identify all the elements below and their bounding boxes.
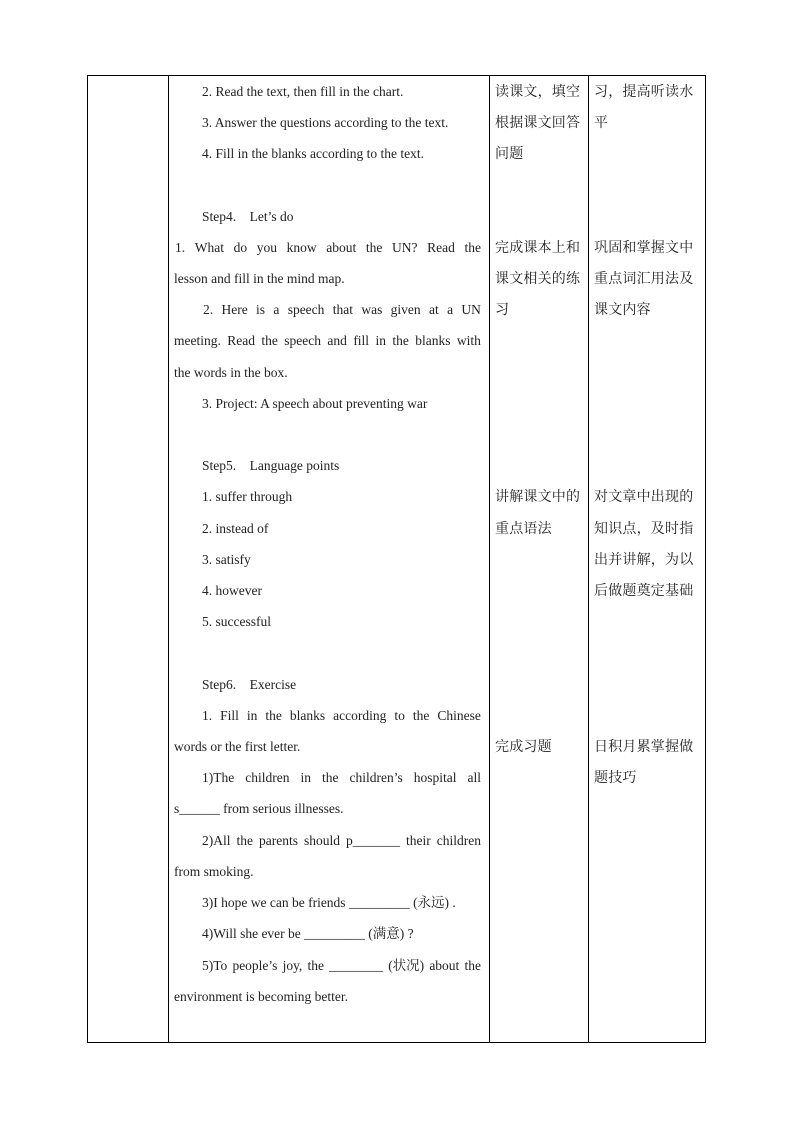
word: you: [256, 240, 277, 255]
word: 2.: [203, 302, 214, 317]
word: (状况): [388, 958, 425, 973]
word: blanks: [415, 333, 451, 348]
activity-line: 问题: [495, 146, 524, 162]
activity-line: 重点语法: [495, 521, 552, 537]
word: Chinese: [437, 708, 481, 723]
word: and: [327, 333, 347, 348]
word: 1)The: [202, 770, 235, 785]
text-line: 3. Answer the questions according to the text.: [202, 115, 449, 130]
text-line: the words in the box.: [174, 365, 288, 380]
purpose-line: 重点词汇用法及: [594, 271, 694, 287]
purpose-line: 后做题奠定基础: [594, 583, 694, 599]
word: a: [447, 302, 454, 317]
column-divider: [489, 76, 490, 1042]
word: with: [456, 333, 481, 348]
word: is: [256, 302, 266, 317]
word: Read: [227, 333, 256, 348]
word: 2)All: [202, 833, 231, 848]
column-divider: [168, 76, 169, 1042]
text-line-justified: [202, 832, 481, 850]
text-line: 3. Project: A speech about preventing war: [202, 396, 428, 411]
activity-line: 讲解课文中的: [495, 489, 581, 505]
text-line: environment is becoming better.: [174, 989, 348, 1004]
activity-line: 完成习题: [495, 739, 552, 755]
purpose-line: 题技巧: [594, 770, 637, 786]
text-line: 3. satisfy: [202, 552, 251, 567]
word: ________: [329, 958, 384, 973]
word: 1.: [202, 708, 213, 723]
text-line: from smoking.: [174, 864, 254, 879]
word: speech: [284, 333, 322, 348]
text-line: lesson and fill in the mind map.: [174, 271, 345, 286]
step-heading: Step4. Let’s do: [202, 209, 294, 224]
word: What: [194, 240, 224, 255]
text-line: 4. however: [202, 583, 262, 598]
word: the: [236, 833, 253, 848]
purpose-line: 习，提高听读水: [594, 84, 694, 100]
activity-line: 完成课本上和: [495, 240, 581, 256]
word: hospital: [413, 770, 457, 785]
purpose-line: 对文章中出现的: [594, 489, 694, 505]
word: in: [246, 708, 258, 723]
word: 1.: [175, 240, 186, 255]
text-line: 3)I hope we can be friends _________ (永远) .: [202, 895, 456, 910]
word: 5)To: [202, 958, 228, 973]
activity-line: 课文相关的练: [495, 271, 581, 287]
word: the: [265, 708, 282, 723]
word: Here: [221, 302, 248, 317]
word: Fill: [220, 708, 239, 723]
text-line: 2. instead of: [202, 521, 269, 536]
word: meeting.: [174, 333, 221, 348]
text-line: 5. successful: [202, 614, 271, 629]
word: parents: [259, 833, 298, 848]
word: people’s: [232, 958, 278, 973]
text-line-justified: [203, 301, 481, 319]
word: the: [392, 333, 409, 348]
word: the: [412, 708, 430, 723]
word: in: [375, 333, 386, 348]
word: UN?: [392, 240, 418, 255]
purpose-line: 巩固和掌握文中: [594, 240, 694, 256]
purpose-line: 出并讲解，为以: [594, 552, 694, 568]
word: the: [321, 770, 339, 785]
word: UN: [461, 302, 481, 317]
word: at: [428, 302, 439, 317]
word: the: [464, 958, 481, 973]
text-line: 2. Read the text, then fill in the chart.: [202, 84, 404, 99]
word: Read: [427, 240, 455, 255]
purpose-line: 课文内容: [594, 302, 651, 318]
purpose-line: 知识点，及时指: [594, 521, 694, 537]
word: do: [233, 240, 248, 255]
purpose-line: 日积月累掌握做: [594, 739, 694, 755]
text-line: 4)Will she ever be _________ (满意) ?: [202, 926, 414, 941]
word: about: [326, 240, 357, 255]
word: to: [394, 708, 405, 723]
word: should: [303, 833, 340, 848]
word: children: [245, 770, 290, 785]
activity-line: 习: [495, 302, 510, 318]
word: in: [300, 770, 311, 785]
text-line-justified: [174, 332, 481, 350]
text-line: words or the first letter.: [174, 739, 301, 754]
word: speech: [287, 302, 325, 317]
text-line: s______ from serious illnesses.: [174, 801, 344, 816]
word: children’s: [349, 770, 403, 785]
word: about: [429, 958, 460, 973]
word: blanks: [289, 708, 326, 723]
word: children: [436, 833, 481, 848]
word: the: [261, 333, 278, 348]
activity-line: 读课文，填空: [495, 84, 581, 100]
text-line-justified: [202, 707, 481, 725]
word: the: [464, 240, 481, 255]
word: know: [286, 240, 317, 255]
word: that: [332, 302, 353, 317]
word: the: [365, 240, 383, 255]
text-line-justified: [202, 769, 481, 787]
word: their: [406, 833, 431, 848]
text-line-justified: [202, 957, 481, 975]
word: given: [390, 302, 421, 317]
text-line-justified: [175, 239, 481, 257]
word: all: [467, 770, 481, 785]
step-heading: Step5. Language points: [202, 458, 340, 473]
purpose-line: 平: [594, 115, 609, 131]
word: was: [361, 302, 383, 317]
activity-line: 根据课文回答: [495, 115, 581, 131]
word: fill: [353, 333, 370, 348]
word: a: [273, 302, 280, 317]
word: joy,: [282, 958, 303, 973]
word: according: [333, 708, 387, 723]
text-line: 1. suffer through: [202, 489, 293, 504]
word: the: [307, 958, 324, 973]
step-heading: Step6. Exercise: [202, 677, 297, 692]
column-divider: [588, 76, 589, 1042]
word: p_______: [346, 833, 400, 848]
text-line: 4. Fill in the blanks according to the text.: [202, 146, 424, 161]
